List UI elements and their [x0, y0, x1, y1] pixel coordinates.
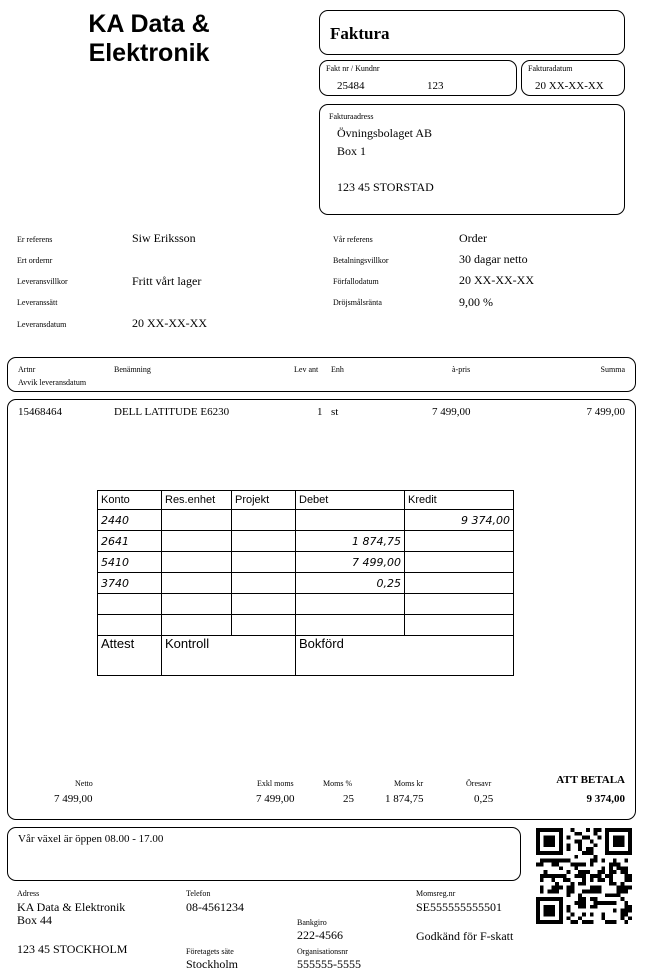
account-header: Konto: [98, 491, 162, 510]
attest-cell: Attest: [98, 636, 162, 676]
company-name-line1: KA Data &: [88, 10, 210, 38]
footer-orgnr: 555555-5555: [297, 957, 361, 971]
account-cell: 0,25: [296, 573, 405, 594]
table-row: [98, 552, 514, 573]
account-cell: 3740: [98, 573, 162, 594]
line-levant: 1: [317, 406, 323, 418]
ref-value: 20 XX-XX-XX: [132, 316, 207, 330]
account-cell: [162, 552, 232, 573]
footer-orgnr-label: Organisationsnr: [297, 947, 348, 956]
ref-label: Leveransdatum: [17, 320, 67, 329]
account-cell: [405, 552, 514, 573]
table-footer-row: [98, 636, 514, 676]
account-cell: [98, 594, 162, 615]
footer-fskatt: Godkänd för F-skatt: [416, 929, 514, 943]
col-apris: à-pris: [452, 365, 471, 374]
account-cell: [296, 594, 405, 615]
account-cell: [405, 573, 514, 594]
account-cell: 9 374,00: [405, 510, 514, 531]
account-header: Res.enhet: [162, 491, 232, 510]
invoice-title-box: [319, 10, 625, 55]
account-cell: [232, 552, 296, 573]
invoice-number: 25484: [337, 80, 365, 92]
company-name: [54, 10, 244, 68]
message-box: [7, 827, 521, 881]
billing-address-label: Fakturaadress: [329, 112, 374, 121]
account-cell: [162, 510, 232, 531]
table-header-row: [98, 491, 514, 510]
moms-pct-value: 25: [343, 793, 354, 805]
line-items-header: [7, 357, 636, 392]
account-cell: [232, 573, 296, 594]
account-cell: [296, 510, 405, 531]
line-summa: 7 499,00: [586, 406, 625, 418]
att-betala-value: 9 374,00: [586, 793, 625, 805]
footer-telefon-label: Telefon: [186, 889, 211, 898]
table-row: [98, 531, 514, 552]
account-cell: [232, 510, 296, 531]
ref-value: Siw Eriksson: [132, 231, 196, 245]
account-cell: [232, 531, 296, 552]
account-cell: 1 874,75: [296, 531, 405, 552]
netto-value: 7 499,00: [54, 793, 93, 805]
account-cell: [162, 594, 232, 615]
invoice-number-label: Fakt nr / Kundnr: [326, 64, 380, 73]
account-cell: [162, 531, 232, 552]
invoice-number-box: [319, 60, 517, 96]
ref-value: Order: [459, 231, 487, 245]
line-benamning: DELL LATITUDE E6230: [114, 406, 230, 418]
footer-adress-line: KA Data & Elektronik: [17, 900, 126, 914]
invoice-date-box: [521, 60, 625, 96]
account-cell: 2641: [98, 531, 162, 552]
footer-bankgiro-label: Bankgiro: [297, 918, 327, 927]
account-cell: 5410: [98, 552, 162, 573]
message-text: Vår växel är öppen 08.00 - 17.00: [18, 833, 164, 845]
account-cell: 7 499,00: [296, 552, 405, 573]
footer-momsreg-label: Momsreg.nr: [416, 889, 456, 898]
ref-label: Er referens: [17, 235, 53, 244]
table-row: [98, 510, 514, 531]
col-benamning: Benämning: [114, 365, 151, 374]
exkl-moms-value: 7 499,00: [256, 793, 295, 805]
invoice-date-label: Fakturadatum: [528, 64, 573, 73]
exkl-moms-label: Exkl moms: [257, 779, 294, 788]
account-header: Debet: [296, 491, 405, 510]
ref-label: Leveransvillkor: [17, 277, 68, 286]
footer-momsreg: SE555555555501: [416, 900, 503, 914]
invoice-date: 20 XX-XX-XX: [535, 80, 604, 92]
bokford-cell: Bokförd: [296, 636, 514, 676]
footer-telefon: 08-4561234: [186, 900, 244, 914]
footer-bankgiro: 222-4566: [297, 928, 343, 942]
ref-label: Dröjsmålsränta: [333, 298, 382, 307]
footer-adress-label: Adress: [17, 889, 40, 898]
oresavr-value: 0,25: [474, 793, 494, 805]
footer-sate: Stockholm: [186, 957, 239, 971]
moms-pct-label: Moms %: [323, 779, 353, 788]
account-cell: [232, 594, 296, 615]
ref-value: 9,00 %: [459, 295, 493, 309]
moms-kr-value: 1 874,75: [385, 793, 424, 805]
col-levant: Lev ant: [294, 365, 319, 374]
customer-number: 123: [427, 80, 444, 92]
table-row: [98, 573, 514, 594]
att-betala-label: ATT BETALA: [556, 774, 625, 786]
account-header: Kredit: [405, 491, 514, 510]
table-row: [98, 594, 514, 615]
ref-value: Fritt vårt lager: [132, 274, 202, 288]
ref-label: Förfallodatum: [333, 277, 379, 286]
ref-value: 20 XX-XX-XX: [459, 273, 534, 287]
account-cell: [405, 531, 514, 552]
account-cell: [405, 594, 514, 615]
line-apris: 7 499,00: [432, 406, 471, 418]
ref-label: Vår referens: [333, 235, 373, 244]
billing-address-line: 123 45 STORSTAD: [337, 180, 434, 194]
account-cell: [98, 615, 162, 636]
company-name-line2: Elektronik: [88, 39, 210, 67]
ref-label: Leveranssätt: [17, 298, 58, 307]
account-cell: [296, 615, 405, 636]
account-cell: [162, 615, 232, 636]
account-cell: [162, 573, 232, 594]
ref-value: 30 dagar netto: [459, 252, 528, 266]
moms-kr-label: Moms kr: [394, 779, 424, 788]
footer-adress-line: 123 45 STOCKHOLM: [17, 942, 128, 956]
oresavr-label: Öresavr: [466, 779, 492, 788]
col-summa: Summa: [600, 365, 625, 374]
qr-code-icon: [536, 828, 632, 924]
footer-sate-label: Företagets säte: [186, 947, 234, 956]
account-cell: [405, 615, 514, 636]
col-artnr: Artnr: [18, 365, 36, 374]
invoice-title: Faktura: [330, 24, 390, 43]
account-cell: 2440: [98, 510, 162, 531]
line-artnr: 15468464: [18, 406, 62, 418]
footer-adress-line: Box 44: [17, 913, 53, 927]
col-enh: Enh: [331, 365, 344, 374]
netto-label: Netto: [75, 779, 93, 788]
billing-address-box: [319, 104, 625, 215]
billing-address-line: Box 1: [337, 144, 367, 158]
billing-address-line: Övningsbolaget AB: [337, 126, 432, 140]
kontroll-cell: Kontroll: [162, 636, 296, 676]
account-cell: [232, 615, 296, 636]
line-enh: st: [331, 406, 339, 418]
table-row: [98, 615, 514, 636]
ref-label: Betalningsvillkor: [333, 256, 389, 265]
account-table: [97, 490, 514, 676]
ref-label: Ert ordernr: [17, 256, 53, 265]
account-header: Projekt: [232, 491, 296, 510]
col-avvik: Avvik leveransdatum: [18, 378, 87, 387]
